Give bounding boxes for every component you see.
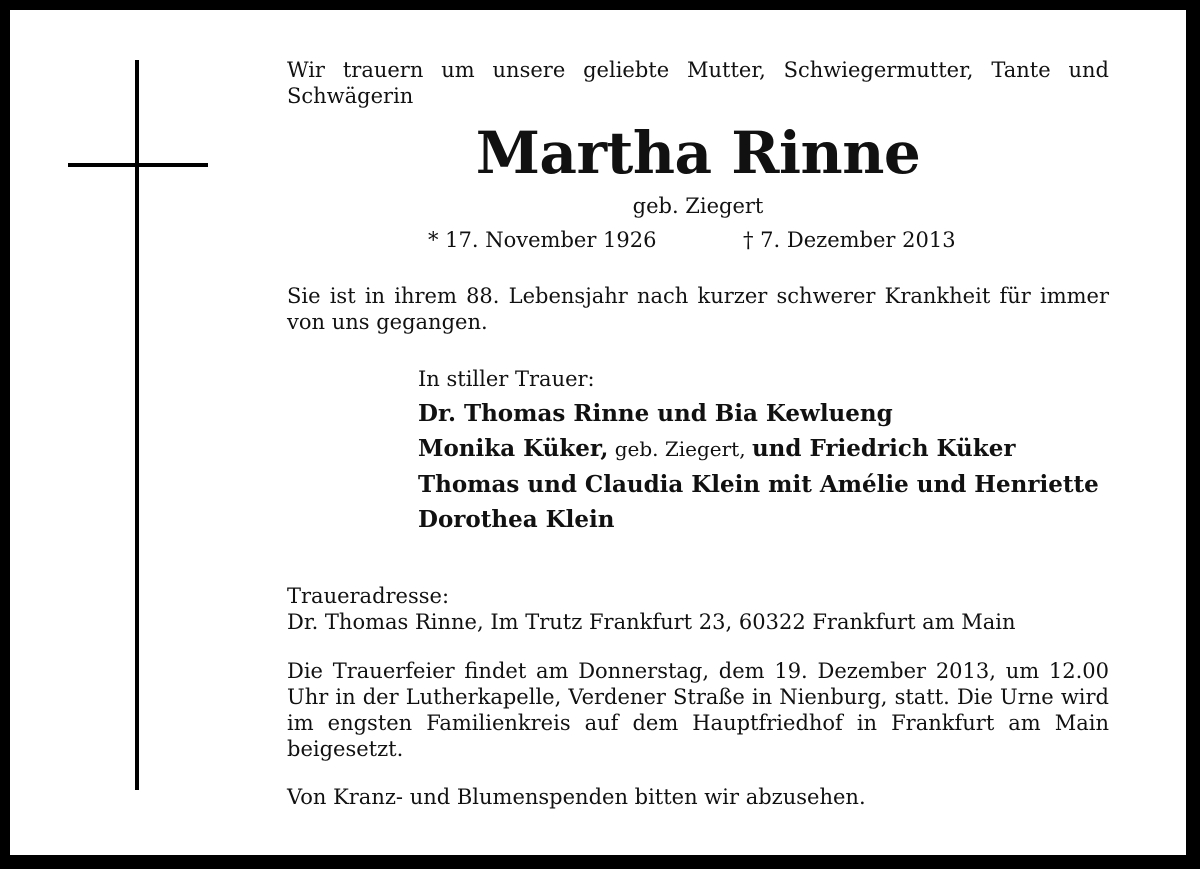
birth-date: * 17. November 1926	[428, 228, 657, 252]
family-line	[418, 431, 1118, 467]
family-name: und Friedrich Küker	[751, 435, 1016, 462]
age-text: Sie ist in ihrem 88. Lebensjahr nach kurzer schwerer Krankheit für immer von uns gegangen.	[287, 284, 1109, 334]
family-line: Thomas und Claudia Klein mit Amélie und Henriette	[418, 471, 1099, 498]
mourning-label: In stiller Trauer:	[418, 367, 595, 391]
family-line: Dr. Thomas Rinne und Bia Kewlueng	[418, 400, 893, 427]
family-maiden-note: geb. Ziegert,	[608, 437, 752, 461]
death-date: † 7. Dezember 2013	[743, 228, 956, 252]
family-line: Dorothea Klein	[418, 506, 615, 533]
cross-icon	[135, 60, 139, 790]
flowers-text: Von Kranz- und Blumenspenden bitten wir abzusehen.	[287, 785, 866, 809]
obituary-card	[10, 10, 1186, 855]
family-name: Monika Küker,	[418, 435, 609, 462]
deceased-name: Martha Rinne	[475, 119, 921, 187]
address-label: Traueradresse:	[287, 584, 450, 608]
intro-text: Wir trauern um unsere geliebte Mutter, Schwiegermutter, Tante und Schwägerin	[287, 58, 1109, 108]
family-list	[418, 396, 1118, 537]
maiden-name: geb. Ziegert	[632, 194, 764, 218]
address-block	[287, 583, 1109, 635]
address-text: Dr. Thomas Rinne, Im Trutz Frankfurt 23, 60322 Frankfurt am Main	[287, 610, 1016, 634]
cross-icon-bar	[68, 163, 208, 167]
service-text: Die Trauerfeier findet am Donnerstag, dem 19. Dezember 2013, um 12.00 Uhr in der Lutherkapelle, Verdener Straße in Nienburg, statt. Die Urne wird im engsten Familienkreis auf dem Hauptfriedhof in Frankfurt am Main beigesetzt.	[287, 659, 1109, 761]
